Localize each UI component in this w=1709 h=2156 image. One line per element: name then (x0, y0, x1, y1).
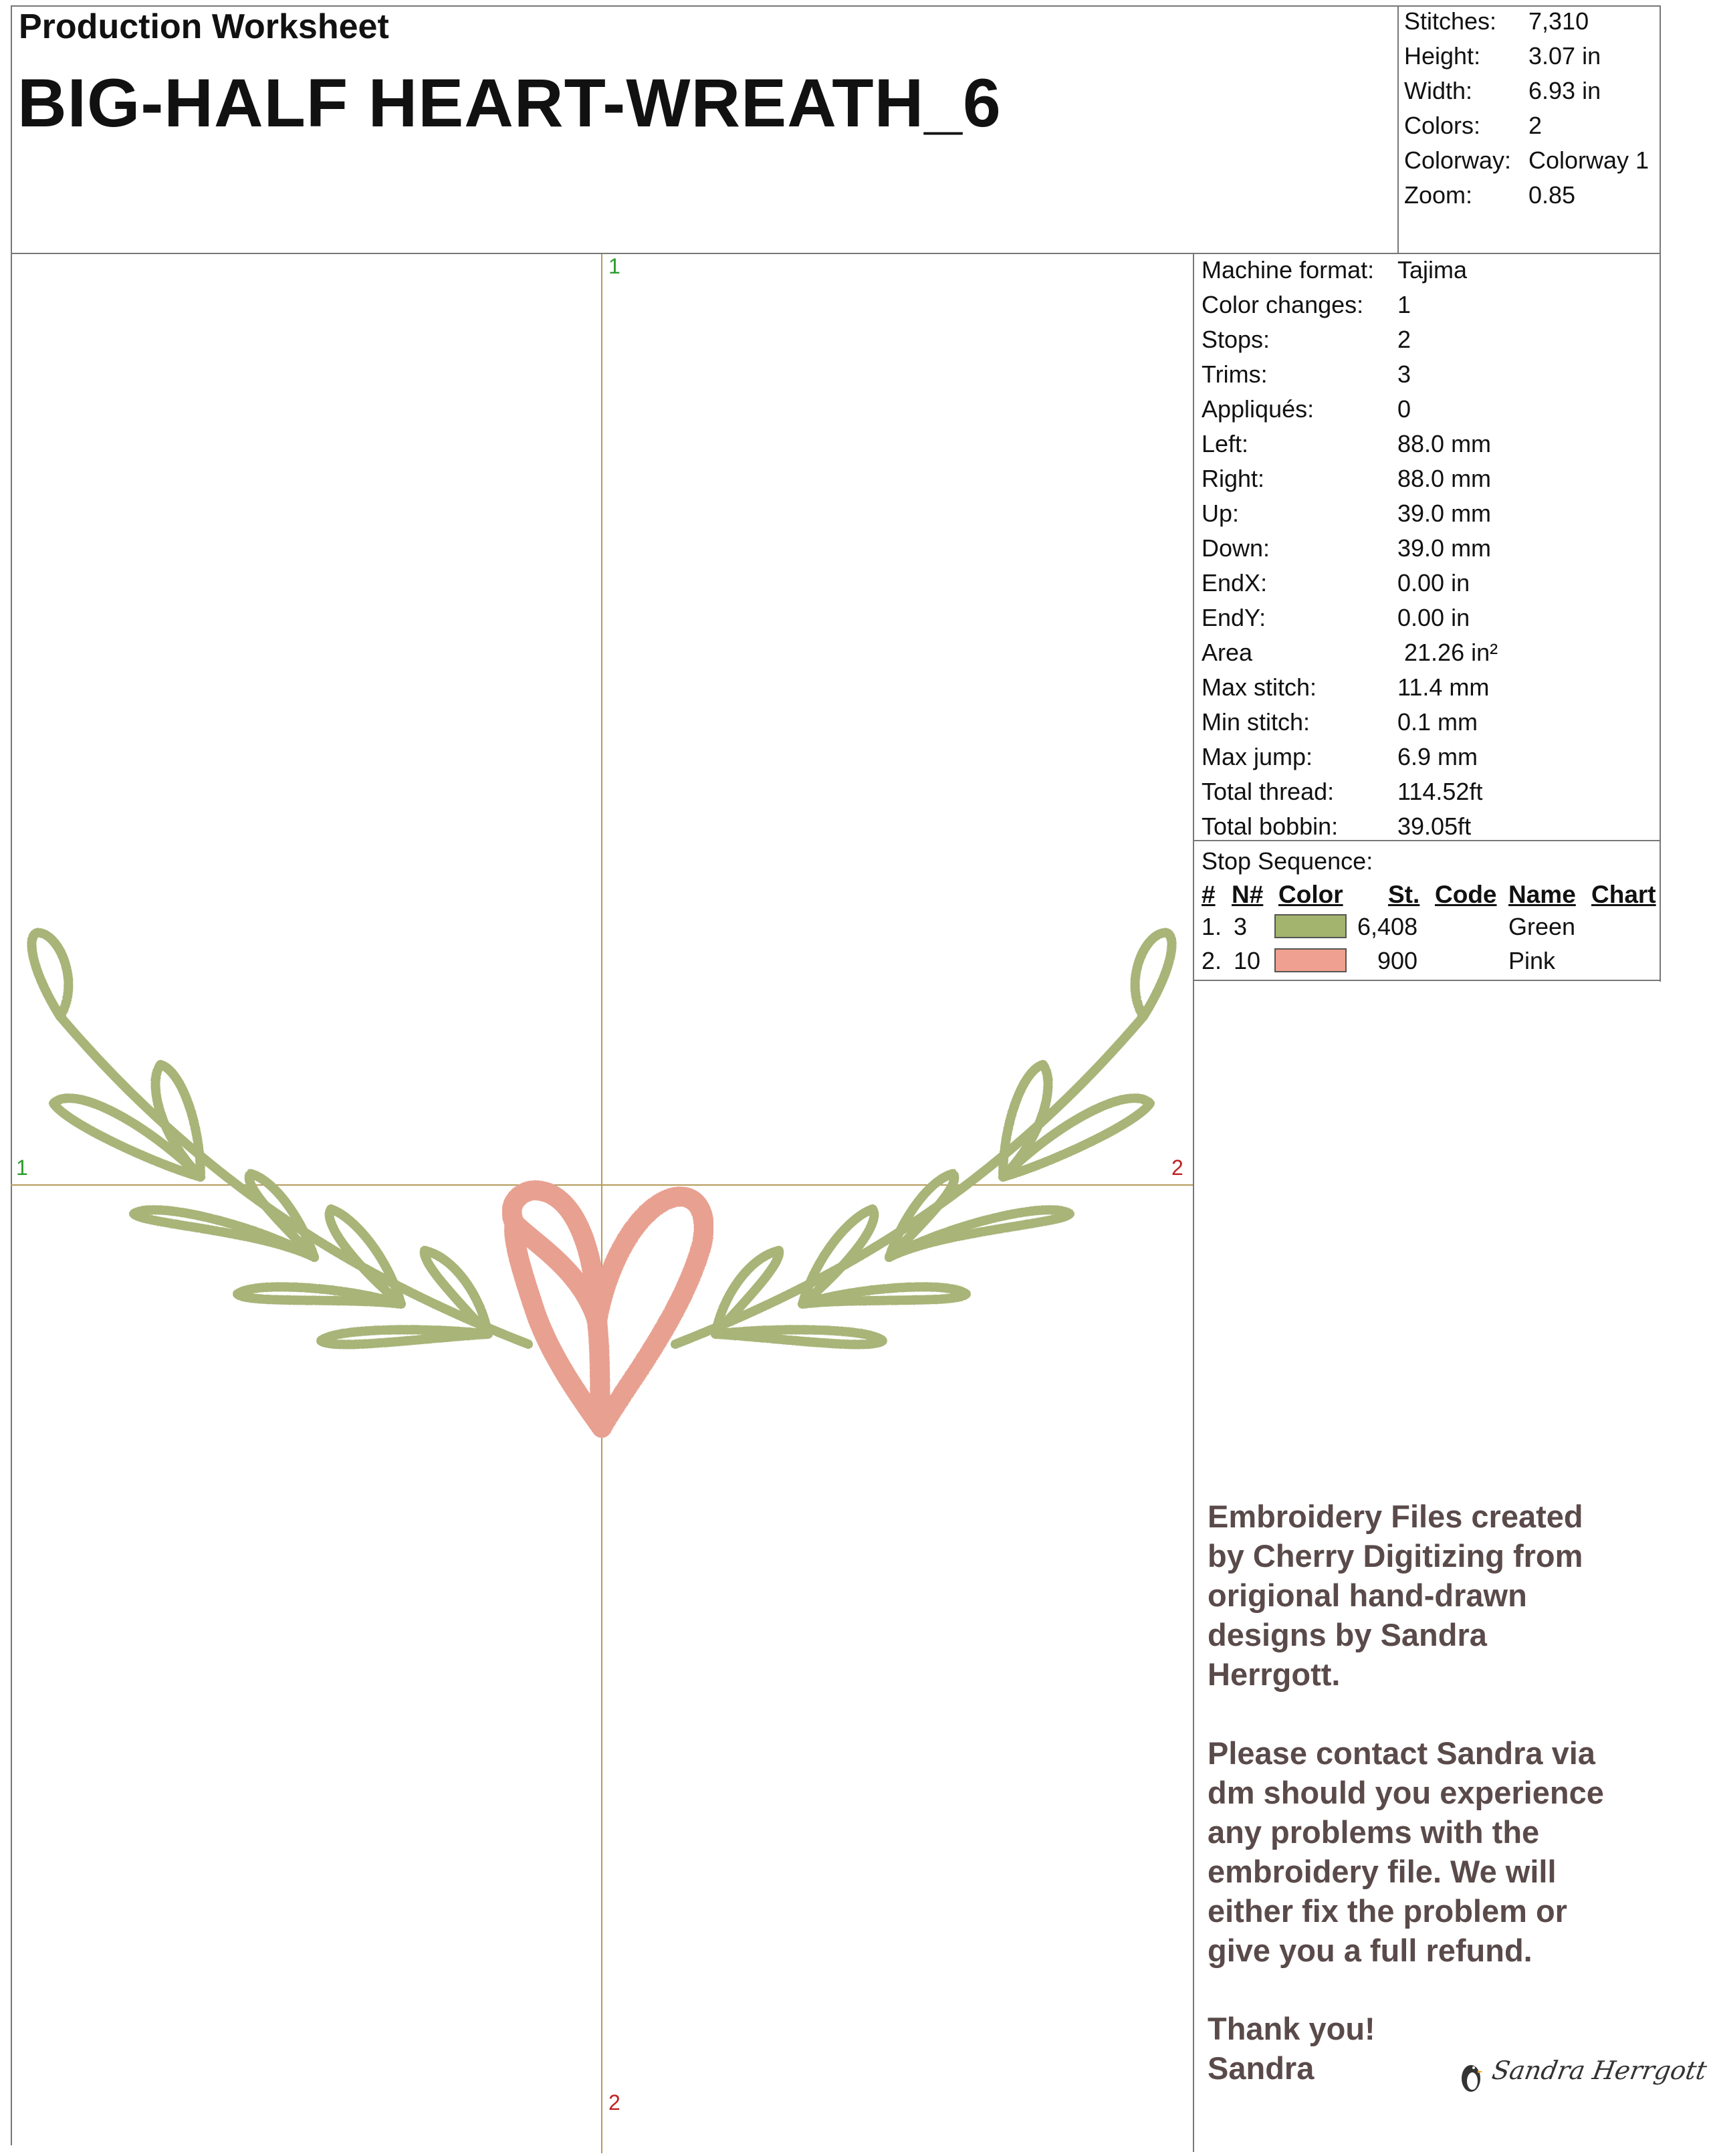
summary-row-stitches (1404, 4, 1589, 39)
note-line: give you a full refund. (1208, 1933, 1532, 1968)
note-line: Thank you! (1208, 2011, 1375, 2046)
note-line: designs by Sandra (1208, 1617, 1487, 1652)
spec-value: 0 (1397, 395, 1411, 423)
spec-row-total-thread (1202, 774, 1482, 809)
axis-label-bottom: 2 (608, 2090, 620, 2115)
spec-label: Stops: (1202, 326, 1270, 353)
column-header-stitches: St. (1388, 881, 1420, 908)
spec-label: Min stitch: (1202, 708, 1311, 736)
spec-row-max-stitch (1202, 670, 1489, 705)
spec-row-min-stitch (1202, 705, 1478, 740)
credits-paragraph (1208, 1497, 1649, 1694)
spec-label: Down: (1202, 534, 1270, 562)
sequence-row-1-name: Green (1508, 913, 1576, 940)
spec-value: 3 (1397, 360, 1411, 388)
spec-value: 11.4 mm (1397, 673, 1490, 701)
column-header-index: # (1202, 881, 1216, 908)
design-preview (11, 254, 1193, 2153)
sequence-row-1-stitches: 6,408 (1357, 913, 1418, 940)
spec-row-area (1202, 635, 1498, 670)
color-swatch-green (1274, 914, 1347, 938)
spec-label: Trims: (1202, 360, 1268, 388)
note-line: dm should you experience (1208, 1775, 1604, 1810)
leaf (237, 1287, 401, 1304)
column-header-name: Name (1508, 881, 1576, 908)
spec-value: 6.9 mm (1397, 743, 1478, 770)
sequence-row-1-needle: 3 (1234, 913, 1248, 940)
frame-right (1660, 5, 1661, 982)
spec-label: Max jump: (1202, 743, 1313, 770)
spec-label: Area (1202, 639, 1253, 666)
spec-row-appliques (1202, 392, 1411, 427)
note-line: either fix the problem or (1208, 1893, 1567, 1929)
sequence-row-2-name: Pink (1508, 947, 1556, 974)
spec-value: 39.0 mm (1397, 534, 1492, 562)
spec-label: Max stitch: (1202, 673, 1317, 701)
spec-label: Left: (1202, 430, 1249, 457)
summary-value: 0.85 (1528, 181, 1576, 209)
note-line: Sandra (1208, 2050, 1315, 2086)
spec-label: Total bobbin: (1202, 813, 1339, 840)
design-name: BIG-HALF HEART-WREATH_6 (17, 65, 1002, 141)
spec-label: EndY: (1202, 604, 1266, 631)
note-line: Herrgott. (1208, 1656, 1341, 1692)
summary-value: 3.07 in (1528, 42, 1601, 70)
spec-row-machine-format (1202, 253, 1467, 288)
sequence-row-1-index: 1. (1202, 913, 1222, 940)
spec-value: 88.0 mm (1397, 430, 1492, 457)
spec-row-total-bobbin (1202, 809, 1471, 844)
summary-label: Colorway: (1404, 146, 1512, 174)
leaf-tip-left (32, 933, 69, 1016)
column-header-needle: N# (1232, 881, 1264, 908)
summary-row-height (1404, 39, 1601, 74)
summary-divider (1397, 5, 1399, 254)
spec-row-right (1202, 461, 1491, 496)
sequence-row-2-index: 2. (1202, 947, 1222, 974)
spec-label: Up: (1202, 500, 1240, 527)
summary-label: Colors: (1404, 112, 1481, 139)
leaf (715, 1251, 779, 1334)
spec-row-color-changes (1202, 288, 1411, 322)
contact-paragraph (1208, 1733, 1649, 1970)
color-swatch-pink (1274, 948, 1347, 972)
sequence-row-2-stitches: 900 (1377, 947, 1418, 974)
summary-label: Stitches: (1404, 7, 1497, 35)
note-line: Embroidery Files created (1208, 1499, 1583, 1534)
spec-value: 21.26 in² (1397, 639, 1498, 666)
spec-row-down (1202, 531, 1491, 566)
summary-label: Height: (1404, 42, 1481, 70)
spec-value: Tajima (1397, 256, 1468, 284)
summary-row-width (1404, 74, 1601, 108)
right-branch (675, 933, 1171, 1345)
summary-row-colorway (1404, 143, 1649, 178)
spec-value: 114.52ft (1397, 778, 1483, 805)
spec-value: 0.00 in (1397, 569, 1470, 597)
heart-shape (511, 1190, 703, 1428)
summary-value: 2 (1528, 112, 1543, 139)
note-line: any problems with the (1208, 1814, 1540, 1850)
spec-row-max-jump (1202, 740, 1478, 774)
spec-row-up (1202, 496, 1491, 531)
signature-logo (1451, 2044, 1709, 2097)
leaf (321, 1329, 488, 1344)
spec-label: Color changes: (1202, 291, 1364, 318)
spec-value: 88.0 mm (1397, 465, 1492, 492)
leaf (802, 1287, 966, 1304)
signature-text: Sandra Herrgott (1490, 2056, 1709, 2085)
spec-row-stops (1202, 322, 1411, 357)
axis-label-right: 2 (1171, 1156, 1183, 1180)
note-line: Please contact Sandra via (1208, 1735, 1595, 1771)
column-header-code: Code (1435, 881, 1497, 908)
summary-row-colors (1404, 108, 1542, 143)
spec-value: 0.00 in (1397, 604, 1470, 631)
axis-label-left: 1 (16, 1156, 28, 1180)
spec-value: 0.1 mm (1397, 708, 1478, 736)
axis-label-top: 1 (608, 254, 620, 278)
note-line: by Cherry Digitizing from (1208, 1538, 1583, 1574)
spec-label: EndX: (1202, 569, 1268, 597)
summary-label: Width: (1404, 77, 1473, 104)
column-header-color: Color (1278, 881, 1343, 908)
summary-value: 7,310 (1528, 7, 1589, 35)
spec-value: 39.0 mm (1397, 500, 1492, 527)
spec-value: 1 (1397, 291, 1411, 318)
summary-value: Colorway 1 (1528, 146, 1649, 174)
sequence-divider (1193, 980, 1661, 981)
summary-row-zoom (1404, 178, 1575, 213)
spec-label: Machine format: (1202, 256, 1375, 284)
spec-value: 2 (1397, 326, 1411, 353)
worksheet-title: Production Worksheet (19, 7, 389, 46)
spec-label: Appliqués: (1202, 395, 1315, 423)
spec-label: Right: (1202, 465, 1265, 492)
left-branch (32, 933, 528, 1345)
canvas-divider (1193, 253, 1194, 2152)
sequence-row-2-needle: 10 (1234, 947, 1261, 974)
stop-sequence-title: Stop Sequence: (1202, 847, 1373, 875)
summary-label: Zoom: (1404, 181, 1473, 209)
spec-row-endx (1202, 566, 1470, 601)
note-line: origional hand-drawn (1208, 1578, 1527, 1613)
leaf (715, 1329, 883, 1344)
spec-row-endy (1202, 601, 1470, 635)
spec-label: Total thread: (1202, 778, 1335, 805)
spec-value: 39.05ft (1397, 813, 1472, 840)
spec-row-trims (1202, 357, 1411, 392)
note-line: embroidery file. We will (1208, 1854, 1557, 1889)
spec-row-left (1202, 427, 1491, 461)
leaf-tip-right (1135, 933, 1172, 1016)
column-header-chart: Chart (1591, 881, 1656, 908)
summary-value: 6.93 in (1528, 77, 1601, 104)
leaf (425, 1251, 488, 1334)
